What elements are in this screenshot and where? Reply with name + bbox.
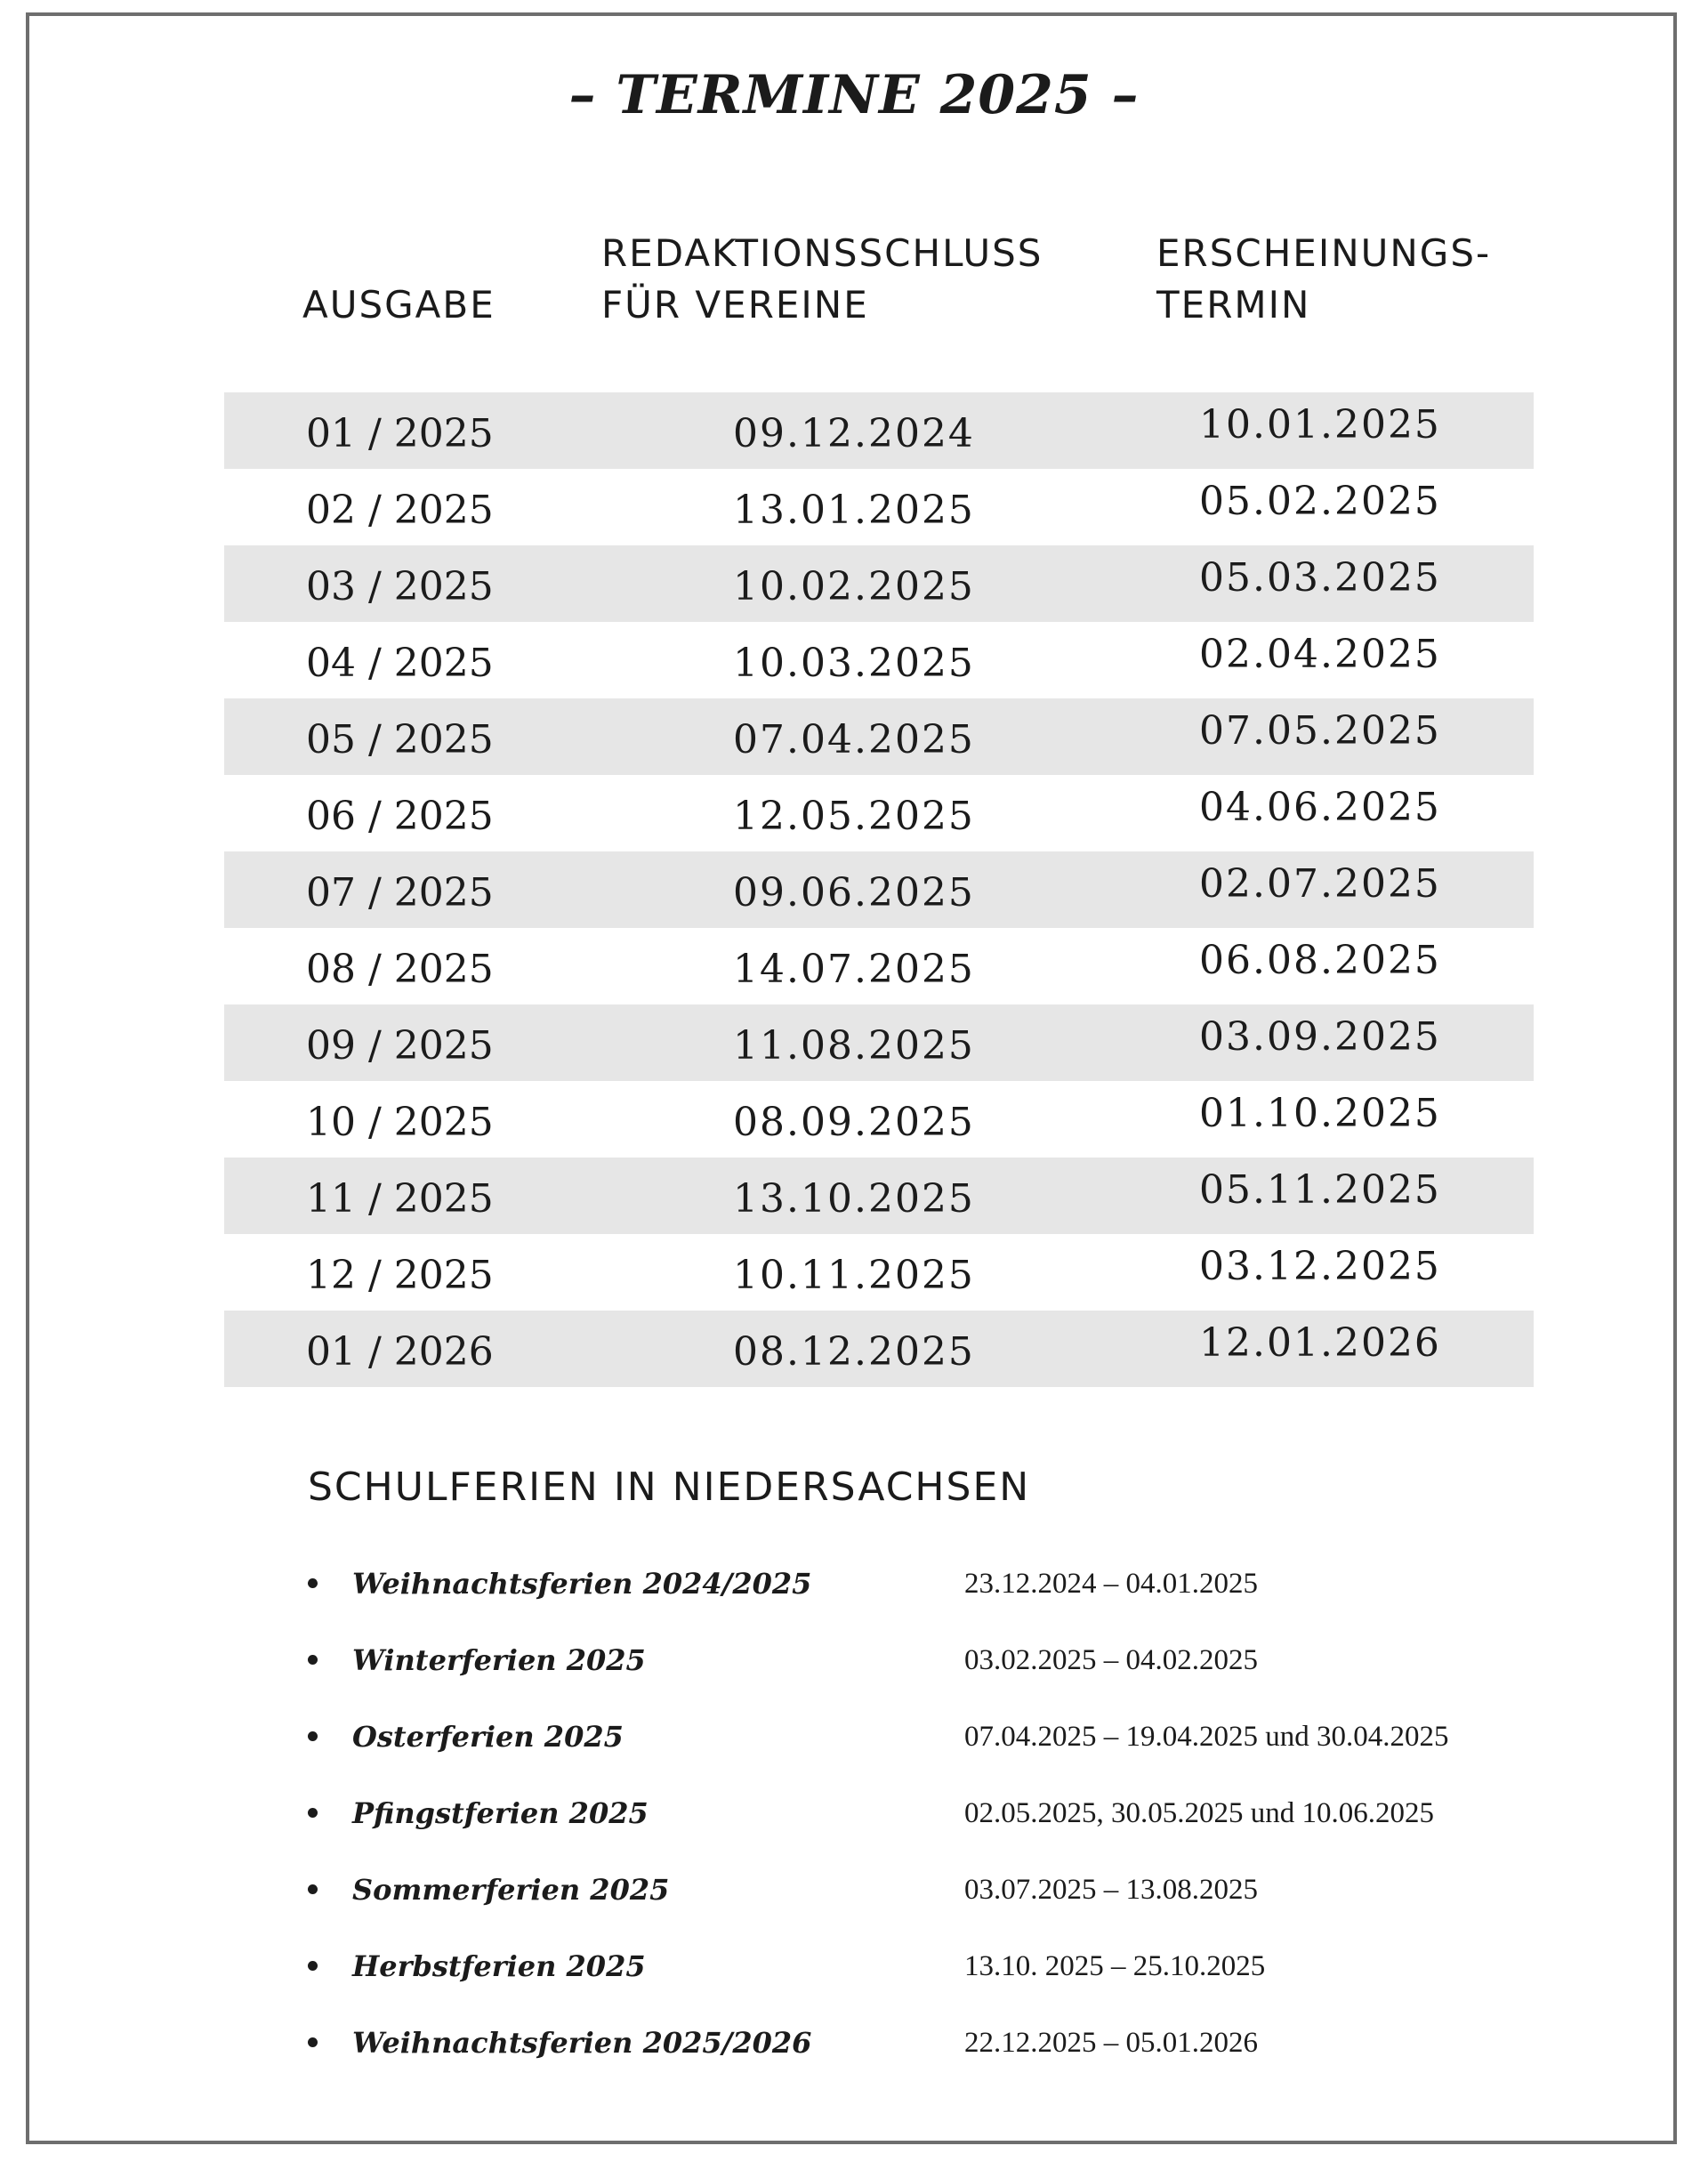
holiday-name: Pfingstferien 2025 — [352, 1796, 649, 1830]
holiday-name: Sommerferien 2025 — [352, 1873, 670, 1907]
holiday-name: Winterferien 2025 — [352, 1643, 646, 1677]
cell-erscheinungstermin: 05.11.2025 — [1199, 1167, 1441, 1213]
cell-erscheinungstermin: 01.10.2025 — [1199, 1091, 1441, 1136]
table-row — [224, 1311, 1534, 1387]
cell-ausgabe: 03 / 2025 — [306, 564, 494, 609]
bullet-icon — [308, 1655, 318, 1665]
cell-redaktionsschluss: 13.01.2025 — [733, 488, 975, 533]
cell-erscheinungstermin: 12.01.2026 — [1199, 1320, 1441, 1366]
list-item — [302, 1788, 1548, 1865]
holiday-dates: 03.07.2025 – 13.08.2025 — [964, 1874, 1258, 1906]
holiday-name: Osterferien 2025 — [352, 1720, 624, 1754]
column-header-erscheinungstermin: ERSCHEINUNGS- TERMIN — [1156, 231, 1492, 327]
bullet-icon — [308, 1731, 318, 1741]
cell-erscheinungstermin: 06.08.2025 — [1199, 938, 1441, 983]
cell-redaktionsschluss: 14.07.2025 — [733, 947, 975, 992]
list-item — [302, 2018, 1548, 2094]
column-header-redaktionsschluss: REDAKTIONSSCHLUSS FÜR VEREINE — [601, 231, 1043, 327]
table-row — [224, 469, 1534, 545]
bullet-icon — [308, 2037, 318, 2047]
cell-ausgabe: 12 / 2025 — [306, 1253, 494, 1298]
table-row — [224, 1081, 1534, 1158]
bullet-icon — [308, 1884, 318, 1894]
cell-ausgabe: 01 / 2025 — [306, 411, 494, 456]
cell-erscheinungstermin: 04.06.2025 — [1199, 785, 1441, 830]
cell-erscheinungstermin: 05.02.2025 — [1199, 479, 1441, 524]
cell-erscheinungstermin: 03.12.2025 — [1199, 1244, 1441, 1289]
cell-ausgabe: 04 / 2025 — [306, 641, 494, 686]
cell-ausgabe: 08 / 2025 — [306, 947, 494, 992]
cell-ausgabe: 09 / 2025 — [306, 1023, 494, 1069]
holiday-dates: 13.10. 2025 – 25.10.2025 — [964, 1950, 1266, 1982]
cell-ausgabe: 01 / 2026 — [306, 1329, 494, 1375]
list-item — [302, 1865, 1548, 1941]
list-item — [302, 1635, 1548, 1712]
cell-redaktionsschluss: 08.12.2025 — [733, 1329, 975, 1375]
table-row — [224, 392, 1534, 469]
cell-erscheinungstermin: 03.09.2025 — [1199, 1014, 1441, 1060]
cell-redaktionsschluss: 12.05.2025 — [733, 794, 975, 839]
page-title: – TERMINE 2025 – — [568, 64, 1140, 126]
table-row — [224, 928, 1534, 1004]
cell-erscheinungstermin: 10.01.2025 — [1199, 402, 1441, 448]
cell-redaktionsschluss: 09.12.2024 — [733, 411, 975, 456]
cell-redaktionsschluss: 10.03.2025 — [733, 641, 975, 686]
holiday-dates: 02.05.2025, 30.05.2025 und 10.06.2025 — [964, 1797, 1434, 1829]
schedule-table — [224, 392, 1534, 1387]
bullet-icon — [308, 1961, 318, 1971]
cell-ausgabe: 10 / 2025 — [306, 1100, 494, 1145]
column-header-ausgabe: AUSGABE — [302, 283, 495, 327]
cell-redaktionsschluss: 13.10.2025 — [733, 1176, 975, 1222]
table-row — [224, 698, 1534, 775]
list-item — [302, 1941, 1548, 2018]
cell-ausgabe: 06 / 2025 — [306, 794, 494, 839]
holiday-dates: 22.12.2025 – 05.01.2026 — [964, 2027, 1258, 2059]
cell-erscheinungstermin: 05.03.2025 — [1199, 555, 1441, 601]
table-row — [224, 545, 1534, 622]
cell-redaktionsschluss: 10.11.2025 — [733, 1253, 975, 1298]
holiday-dates: 03.02.2025 – 04.02.2025 — [964, 1644, 1258, 1676]
holiday-name: Weihnachtsferien 2024/2025 — [352, 1567, 812, 1601]
cell-ausgabe: 11 / 2025 — [306, 1176, 494, 1222]
list-item — [302, 1559, 1548, 1635]
cell-redaktionsschluss: 07.04.2025 — [733, 717, 975, 762]
table-row — [224, 1004, 1534, 1081]
cell-redaktionsschluss: 10.02.2025 — [733, 564, 975, 609]
holiday-name: Herbstferien 2025 — [352, 1949, 646, 1983]
holiday-dates: 07.04.2025 – 19.04.2025 und 30.04.2025 — [964, 1721, 1449, 1753]
cell-ausgabe: 05 / 2025 — [306, 717, 494, 762]
cell-ausgabe: 07 / 2025 — [306, 870, 494, 916]
list-item — [302, 1712, 1548, 1788]
table-row — [224, 1234, 1534, 1311]
holiday-name: Weihnachtsferien 2025/2026 — [352, 2026, 812, 2060]
table-row — [224, 851, 1534, 928]
cell-redaktionsschluss: 09.06.2025 — [733, 870, 975, 916]
cell-redaktionsschluss: 08.09.2025 — [733, 1100, 975, 1145]
holiday-dates: 23.12.2024 – 04.01.2025 — [964, 1568, 1258, 1600]
bullet-icon — [308, 1578, 318, 1588]
table-row — [224, 1158, 1534, 1234]
bullet-icon — [308, 1808, 318, 1818]
holiday-list — [302, 1559, 1548, 2094]
cell-erscheinungstermin: 07.05.2025 — [1199, 708, 1441, 754]
cell-erscheinungstermin: 02.07.2025 — [1199, 861, 1441, 907]
cell-ausgabe: 02 / 2025 — [306, 488, 494, 533]
cell-erscheinungstermin: 02.04.2025 — [1199, 632, 1441, 677]
section-title-schulferien: SCHULFERIEN IN NIEDERSACHSEN — [308, 1464, 1031, 1510]
table-row — [224, 775, 1534, 851]
cell-redaktionsschluss: 11.08.2025 — [733, 1023, 975, 1069]
table-row — [224, 622, 1534, 698]
